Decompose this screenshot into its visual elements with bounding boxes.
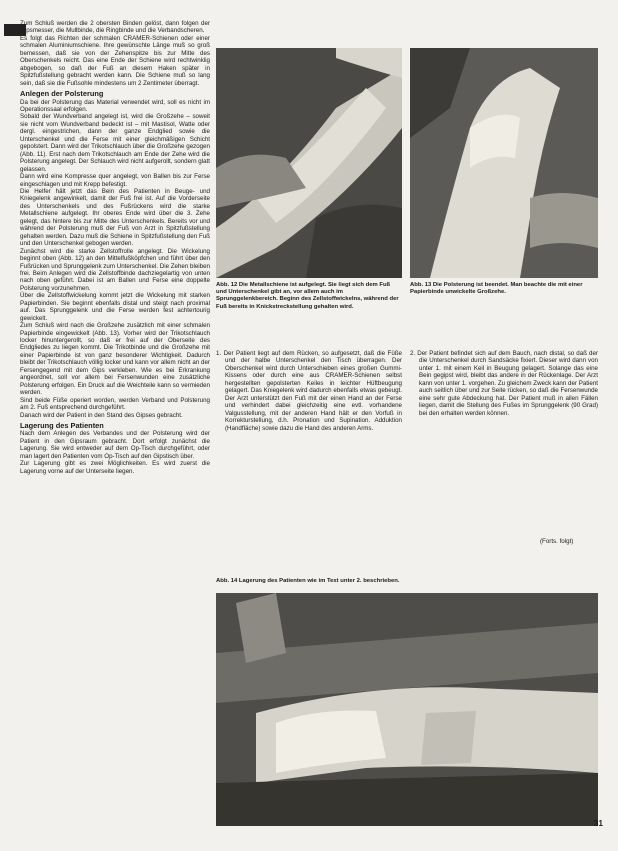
intro-paragraph: Zum Schluß werden die 2 obersten Binden gelöst, dann folgen der Gipsmesser, die Mullbinde, die Ringbinde und die Verbandscheren. (20, 20, 210, 35)
numbered-column-1 (216, 350, 402, 550)
figure-13-photo (410, 48, 598, 278)
paragraph: Über die Zellstoffwickelung kommt jetzt die Wickelung mit starken Papierbinden. Sie beginnt ebenfalls distal und steigt nach proximal auf. Das Sprunggelenk und die Ferse werden fest achtertourig gewickelt. (20, 292, 210, 322)
paragraph: Dann wird eine Kompresse quer angelegt, von Ballen bis zur Ferse eingeschlagen und mit Krepp befestigt. (20, 173, 210, 188)
paragraph: Zunächst wird die starke Zellstoffrolle angelegt. Die Wickelung beginnt oben (Abb. 12) an den Mittelfußköpfchen und führt über den Fußrücken und Sprunggelenk zum Unterschenkel. Die Zehen bleiben frei. Beim Anlegen wird die Zellstoffbinde dachziegelartig von unten nach oben geführt. Dabei ist am Ballen und Ferse eine doppelte Polsterung vorzunehmen. (20, 247, 210, 292)
figure-14-caption: Abb. 14 Lagerung des Patienten wie im Text unter 2. beschrieben. (216, 578, 400, 584)
paragraph: Zur Lagerung gibt es zwei Möglichkeiten. Es wird zuerst die Lagerung vorne auf der Unterseite liegen. (20, 460, 210, 475)
figure-12-photo (216, 48, 402, 278)
paragraph: Sind beide Füße operiert worden, werden Verband und Polsterung am 2. Fuß entsprechend durchgeführt. (20, 396, 210, 412)
section-heading: Lagerung des Patienten (20, 421, 104, 431)
left-text-column (20, 20, 210, 828)
numbered-column-2 (410, 350, 598, 550)
paragraph: Es folgt das Richten der schmalen CRAMER-Schienen oder einer schmalen Aluminiumschiene. Ihre gewünschte Länge muß so groß bemessen, daß sie von der Zehenspitze bis zur Mitte des Oberschenkels reicht. Das eine Ende der Schiene wird rechtwinklig abgebogen, so daß der Fuß an diesem Haken später in Spitzfußstellung gebracht werden kann. Die Schiene muß so lang sein, daß sie die Fußsohle mindestens um 2 Zentimeter überragt. (20, 34, 210, 87)
paragraph: Nach dem Anlegen des Verbandes und der Polsterung wird der Patient in den Gipsraum gebracht. Dort erfolgt zunächst die Lagerung. Sie wird entweder auf dem Op-Tisch durchgeführt, oder man lagert den Patienten vom Op-Tisch auf den Gipstisch über. (20, 430, 210, 460)
page-number: 31 (594, 819, 603, 828)
figure-13-caption: Abb. 13 Die Polsterung ist beendet. Man beachte die mit einer Papierbinde unwickelte Großzehe. (410, 282, 583, 296)
paragraph: Da bei der Polsterung das Material verwendet wird, soll es nicht im Operationssaal erfolgen. (20, 98, 210, 113)
figure-12-caption: Abb. 12 Die Metallschiene ist aufgelegt. Sie liegt sich dem Fuß und Unterschenkel gibt an, vor allem auch im Sprunggelenkbereich. Beginn des Zellstoffwickelns, während der Fuß bereits in Knickstreckstellung gehalten wird. (216, 282, 399, 310)
paragraph: Danach wird der Patient in den Stand des Gipses gebracht. (20, 411, 183, 419)
figure-14-photo (216, 593, 598, 826)
paragraph: Die Helfer hält jetzt das Bein des Patienten in Beuge- und Kniegelenk angewinkelt, damit der Fuß frei ist. Auf die Vorderseite des Unterschenkels und des Fußrückens wird die starke Metallschiene aufgelegt. Ihr oberes Ende wird über die 3. Zehe gelegt, das hintere bis zur Mitte des Unterschenkels. Bereits vor und während der Polsterung muß der Fuß von Arzt in Spitzfußstellung gehalten werden. Dazu muß die Schiene in Spitzfußstellung den Fuß und den Unterschenkel gebogen werden. (20, 187, 210, 248)
paragraph: Sobald der Wundverband angelegt ist, wird die Großzehe – soweit sie nicht vom Wundverband bedeckt ist – mit Mastisol, Watte oder dergl. eingestrichen, dann der ganze Endglied sowie die Unterschenkel und die Ferse mit einer gleichmäßigen Schicht gepolstert. Dann wird der Trikotschlauch über die Großzehe gezogen (Abb. 11). Erst nach dem Trikotschlauch am Ende der Zehe wird die Polsterung angelegt. Der Schlauch wird nicht aufgerollt, sondern glatt gelassen. (20, 113, 210, 173)
numbered-item-2: 2. Der Patient befindet sich auf dem Bauch, nach distal, so daß der die Unterschenkel durch Sandsäcke fixiert. Dieser wird dann von unter 1. mit einem Keil in Beugung gelagert. Solange das eine Bein gegipst wird, bleibt das andere in der Rückenlage. Der Arzt kann von unter 1. vorgehen. Zu gleichem Zweck kann der Patient auch seitlich über und zur Seite rücken, so daß die Fersenwunde eine sehr gute Abdeckung hat. Der Patient muß in allen Fällen liegen, damit die Stellung des Fußes im Sprunggelenk (90 Grad) bei den erhalten werden können. (410, 350, 598, 417)
numbered-item-1: 1. Der Patient liegt auf dem Rücken, so aufgesetzt, daß die Füße und der halbe Unterschenkel den Tisch überragen. Der Oberschenkel wird durch Unterschieben eines großen Gummi-Kissens oder durch eine aus CRAMER-Schienen selbst hergestellten gepolsterten Keiles in leichter Hüftbeugung gelagert. Das Kniegelenk wird dadurch ebenfalls etwas gebeugt. Der Arzt unterstützt den Fuß mit der einen Hand an der Ferse und verhindert dabei gleichzeitig eine evtl. vorhandene Valgusstellung, mit der anderen Hand hält er den Vorfuß in Korrekturstellung, d.h. Pronation und Supination. Adduktion (Handfläche) sowie dazu die Hand des anderen Arms. (216, 350, 402, 432)
paragraph: Zum Schluß wird nach die Großzehe zusätzlich mit einer schmalen Papierbinde eingewickelt (Abb. 13). Vorher wird der Trikotschlauch locker hinuntergerollt, so daß er frei auf der Oberseite des Endgliedes zu liegen kommt. Die Trikotbinde und die Großzehe mit einer Papierbinde ist von ganz besonderer Wichtigkeit. Dadurch bleibt der Trikotschlauch völlig locker und kann vor allem nicht an der Fersengegend mit dem Gips verkleben. Wie es bei Erkrankung angeordnet, soll vor allem bei Fersenwunden eine zusätzliche Polsterung erfolgen. Ein Druck auf die Weichteile kann so vermieden werden. (20, 322, 210, 397)
continued-note: (Forts. folgt) (540, 538, 574, 545)
section-heading: Anlegen der Polsterung (20, 89, 104, 99)
